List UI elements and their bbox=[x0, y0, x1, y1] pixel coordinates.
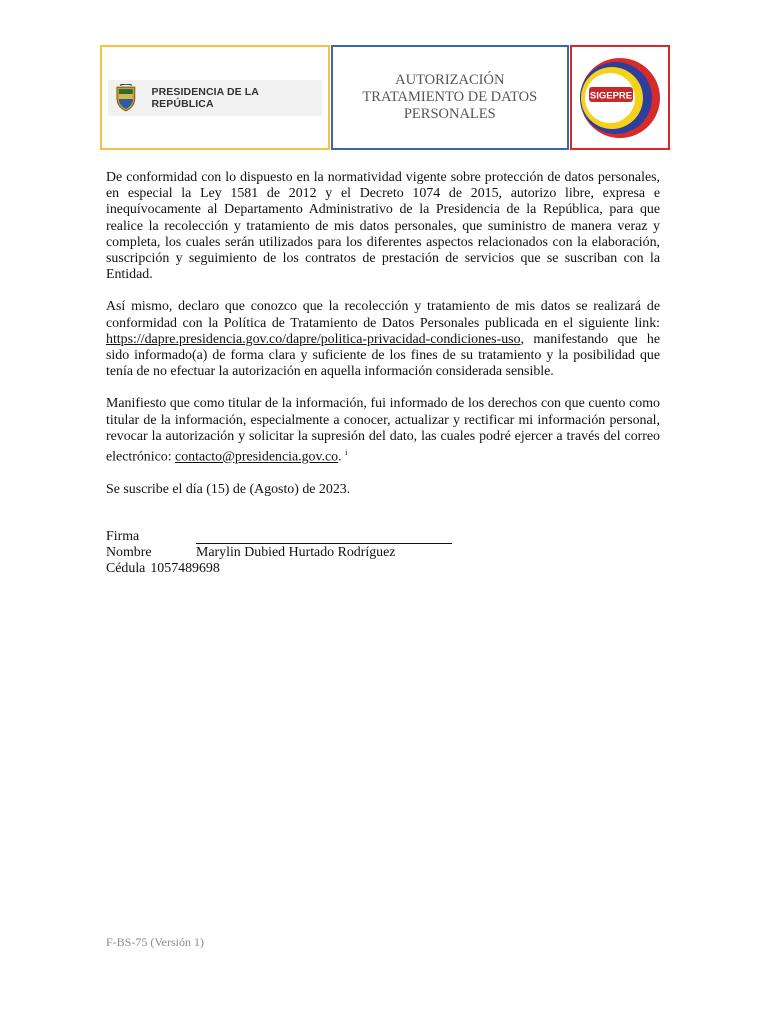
document-header bbox=[100, 45, 670, 150]
firma-row bbox=[106, 529, 452, 545]
footnote-marker: i bbox=[345, 448, 348, 458]
document-body bbox=[106, 170, 660, 514]
cedula-label: Cédula bbox=[106, 561, 146, 577]
paragraph-3 bbox=[106, 396, 660, 465]
sigepre-text: SIGEPRE bbox=[589, 90, 633, 101]
paragraph-2 bbox=[106, 299, 660, 380]
nombre-label: Nombre bbox=[106, 545, 152, 561]
form-code: F-BS-75 (Versión 1) bbox=[106, 935, 204, 949]
firma-label: Firma bbox=[106, 529, 140, 544]
cedula-value: 1057489698 bbox=[150, 561, 220, 577]
nombre-row bbox=[106, 545, 452, 561]
paragraph-4: Se suscribe el día (15) de (Agosto) de 2023. bbox=[106, 481, 351, 497]
title-line-1: AUTORIZACIÓN bbox=[395, 72, 505, 88]
cedula-row bbox=[106, 561, 452, 577]
paragraph-3-start: Manifiesto que como titular de la información, fui informado de los derechos con que cuento como titular de la información, especialmente a conocer, actualizar y rectificar mi información personal, revocar la autorización y solicitar la supresión del dato, las cuales podré ejercer a través del correo electrónico: bbox=[106, 396, 660, 465]
nombre-value: Marylin Dubied Hurtado Rodríguez bbox=[196, 545, 396, 561]
presidency-logo bbox=[108, 80, 322, 116]
signature-line bbox=[196, 529, 452, 544]
coat-of-arms-icon bbox=[114, 84, 138, 112]
title-cell bbox=[331, 45, 569, 150]
logo-text: PRESIDENCIA DE LA REPÚBLICA bbox=[151, 85, 259, 110]
paragraph-1: De conformidad con lo dispuesto en la normatividad vigente sobre protección de datos personales, en especial la Ley 1581 de 2012 y el Decreto 1074 de 2015, autorizo libre, expresa e inequívocamente al Departamento Administrativo de la Presidencia de la República, para que realice la recolección y tratamiento de mis datos personales, que suministro de manera veraz y completa, los cuales serán utilizados para los diferentes aspectos relacionados con la elaboración, suscripción y seguimiento de los contratos de prestación de servicios que se suscriban con la Entidad. bbox=[106, 170, 660, 283]
paragraph-2-end: , manifestando que he sido informado(a) de forma clara y suficiente de los fines de su tratamiento y la posibilidad que tenía de no efectuar la autorización en aquella información considerada sensible. bbox=[106, 331, 660, 380]
logo-cell bbox=[100, 45, 330, 150]
privacy-policy-link[interactable]: https://dapre.presidencia.gov.co/dapre/politica-privacidad-condiciones-uso bbox=[106, 331, 521, 347]
title-line-2: TRATAMIENTO DE DATOS bbox=[362, 89, 538, 105]
sigepre-logo bbox=[578, 56, 662, 140]
signature-block bbox=[106, 529, 452, 578]
document-title bbox=[352, 72, 547, 123]
paragraph-3-end: . bbox=[338, 449, 342, 465]
paragraph-2-start: Así mismo, declaro que conozco que la recolección y tratamiento de mis datos se realizará de conformidad con la Política de Tratamiento de Datos Personales publicada en el siguiente link: bbox=[106, 299, 660, 331]
sigepre-cell bbox=[570, 45, 670, 150]
title-line-3: PERSONALES bbox=[403, 106, 496, 122]
contact-email-link[interactable]: contacto@presidencia.gov.co bbox=[175, 449, 339, 465]
